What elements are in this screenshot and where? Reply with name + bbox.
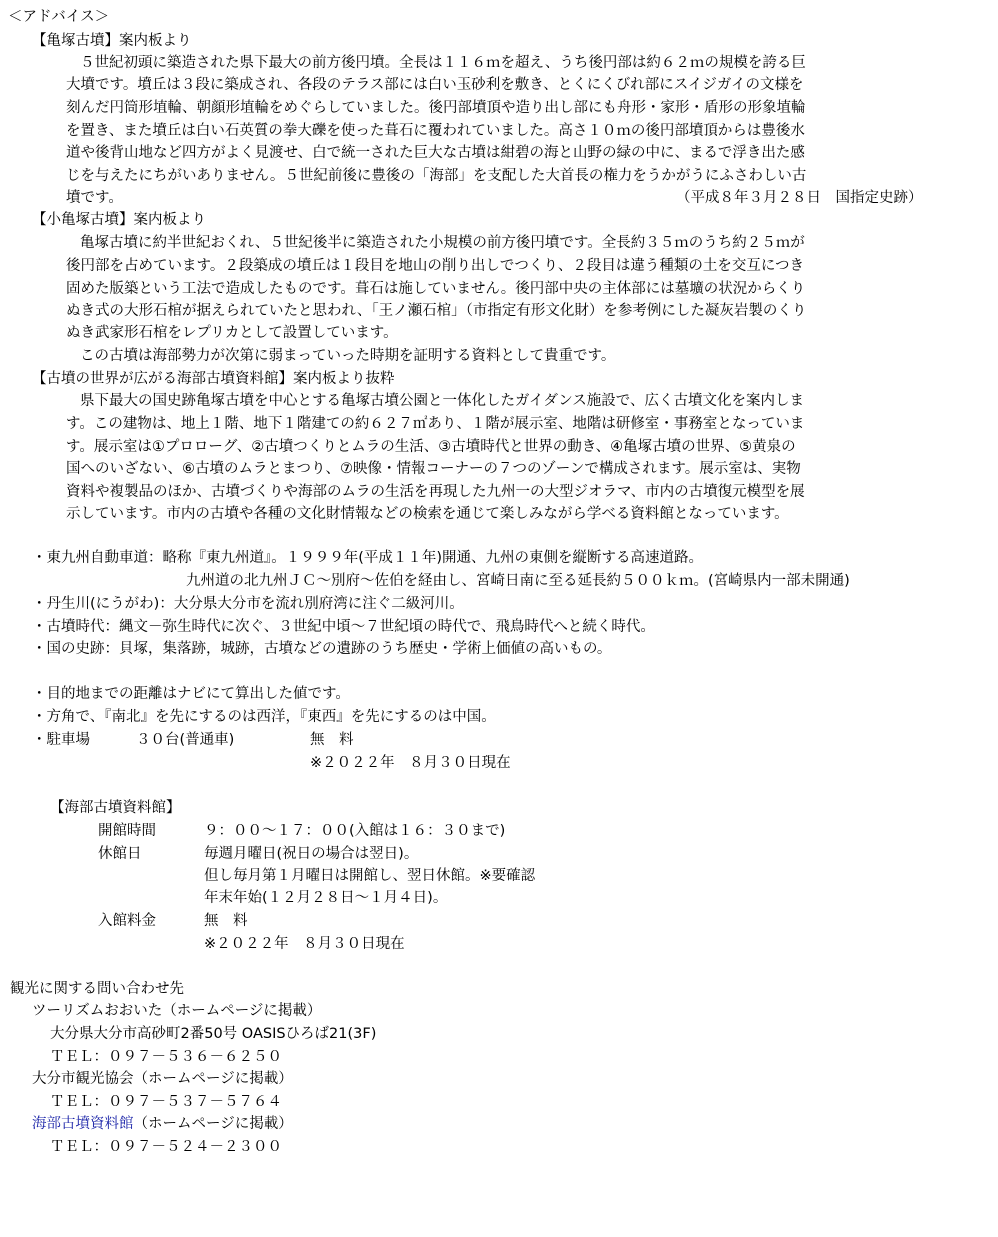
oita-kanko-name: 大分市観光協会（ホームページに掲載） [32, 1071, 293, 1087]
museum-tel: ＴＥＬ：０９７－５２４－２３００ [50, 1139, 282, 1155]
closed-label: 休館日 [98, 846, 142, 862]
kamezuka-line: 大墳です。墳丘は３段に築成され、各段のテラス部には白い玉砂利を敷き、とくにくびれ部にスイジガイの文様を [66, 77, 804, 93]
fee-value: 無 料 [204, 913, 248, 929]
parking-count: ３０台(普通車) [136, 732, 235, 748]
note-distance: ・目的地までの距離はナビにて算出した値です。 [32, 686, 350, 702]
kokamezuka-line: 亀塚古墳に約半世紀おくれ、５世紀後半に築造された小規模の前方後円墳です。全長約３５ｍのうち約２５ｍが [80, 235, 805, 251]
parking-date-note: ※２０２２年 ８月３０日現在 [310, 755, 511, 771]
oita-kanko-tel: ＴＥＬ：０９７－５３７－５７６４ [50, 1094, 282, 1110]
museum-date-note: ※２０２２年 ８月３０日現在 [204, 936, 405, 952]
kamezuka-line: じを与えたにちがいありません。５世紀前後に豊後の「海部」を支配した大首長の権力をうかがうにふさわしい古 [66, 168, 807, 184]
museum-board-title: 【古墳の世界が広がる海部古墳資料館】案内板より抜粋 [32, 371, 395, 387]
kamezuka-line: を置き、また墳丘は白い石英質の拳大礫を使った葺石に覆われていました。高さ１０ｍの後円部墳頂からは豊後水 [66, 123, 805, 139]
museum-link[interactable]: 海部古墳資料館 [32, 1116, 134, 1132]
kokamezuka-line: 後円部を占めています。２段築成の墳丘は１段目を地山の削り出しでつくり、２段目は違う種類の土を交互につき [66, 258, 805, 274]
museum-board-line: 示しています。市内の古墳や各種の文化財情報などの検索を通じて楽しみながら学べる資料館となっています。 [66, 506, 789, 522]
parking-label: ・駐車場 [32, 732, 90, 748]
kamezuka-line: 刻んだ円筒形埴輪、朝顔形埴輪をめぐらしていました。後円部墳頂や造り出し部にも舟形・家形・盾形の形象埴輪 [66, 100, 806, 116]
kamezuka-line: 道や後背山地など四方がよく見渡せ、白で統一された巨大な古墳は紺碧の海と山野の緑の中に、まるで浮き出た感 [66, 145, 805, 161]
kamezuka-line: ５世紀初頭に築造された県下最大の前方後円墳。全長は１１６ｍを超え、うち後円部は約６２ｍの規模を誇る巨 [80, 55, 806, 71]
hours-label: 開館時間 [98, 823, 156, 839]
tourism-oita-address: 大分県大分市高砂町2番50号 OASISひろば21(3F) [50, 1026, 377, 1042]
kokamezuka-line: ぬき式の大形石棺が据えられていたと思われ、「王ノ瀬石棺」（市指定有形文化財）を参考例にした凝灰岩製のくり [66, 303, 807, 319]
museum-contact [32, 1113, 293, 1135]
closed-line: 但し毎月第１月曜日は開館し、翌日休館。※要確認 [204, 868, 536, 884]
kokamezuka-line: この古墳は海部勢力が次第に弱まっていった時期を証明する資料として貴重です。 [80, 348, 616, 364]
museum-board-line: 資料や複製品のほか、古墳づくりや海部のムラの生活を再現した九州一の大型ジオラマ、市内の古墳復元模型を展 [66, 484, 805, 500]
closed-line: 毎週月曜日(祝日の場合は翌日)。 [204, 846, 419, 862]
museum-board-line: す。展示室は①プロローグ、②古墳つくりとムラの生活、③古墳時代と世界の動き、④亀塚古墳の世界、⑤黄泉の [66, 439, 796, 455]
fee-label: 入館料金 [98, 913, 156, 929]
tourism-oita-tel: ＴＥＬ：０９７－５３６－６２５０ [50, 1049, 282, 1065]
hours-value: ９：００～１７：００(入館は１６：３０まで) [204, 823, 506, 839]
tourism-oita-name: ツーリズムおおいた（ホームページに掲載） [32, 1003, 322, 1019]
museum-info-title: 【海部古墳資料館】 [50, 800, 181, 816]
kamezuka-line: 墳です。 [66, 190, 123, 206]
advice-heading: ＜アドバイス＞ [8, 9, 110, 25]
glossary-item: ・東九州自動車道：略称『東九州道』。１９９９年(平成１１年)開通、九州の東側を縦断する高速道路。 [32, 550, 704, 566]
note-direction: ・方角で、『南北』を先にするのは西洋，『東西』を先にするのは中国。 [32, 709, 496, 725]
glossary-item: ・丹生川(にうがわ)：大分県大分市を流れ別府湾に注ぐ二級河川。 [32, 596, 464, 612]
museum-board-line: 国へのいざない、⑥古墳のムラとまつり、⑦映像・情報コーナーの７つのゾーンで構成されます。展示室は、実物 [66, 461, 801, 477]
closed-line: 年末年始(１２月２８日～１月４日)。 [204, 890, 448, 906]
kamezuka-title: 【亀塚古墳】案内板より [32, 33, 192, 49]
glossary-item: 九州道の北九州ＪＣ～別府～佐伯を経由し、宮崎日南に至る延長約５００ｋｍ。(宮崎県内一部未開通) [186, 573, 850, 589]
museum-link-suffix: （ホームページに掲載） [133, 1116, 293, 1132]
kokamezuka-title: 【小亀塚古墳】案内板より [32, 212, 206, 228]
kokamezuka-line: 固めた版築という工法で造成したものです。葺石は施していません。後円部中央の主体部には墓壙の状況からくり [66, 281, 806, 297]
museum-board-line: す。この建物は、地上１階、地下１階建ての約６２７㎡あり、１階が展示室、地階は研修室・事務室となっていま [66, 416, 805, 432]
glossary-item: ・国の史跡：貝塚，集落跡，城跡，古墳などの遺跡のうち歴史・学術上価値の高いもの。 [32, 641, 612, 657]
parking-fee: 無 料 [310, 732, 354, 748]
kamezuka-date-note: （平成８年３月２８日 国指定史跡） [676, 190, 923, 206]
contacts-heading: 観光に関する問い合わせ先 [10, 981, 184, 997]
kokamezuka-line: ぬき武家形石棺をレプリカとして設置しています。 [66, 325, 398, 341]
museum-board-line: 県下最大の国史跡亀塚古墳を中心とする亀塚古墳公園と一体化したガイダンス施設で、広く古墳文化を案内しま [80, 393, 804, 409]
glossary-item: ・古墳時代：縄文－弥生時代に次ぐ、３世紀中頃～７世紀頃の時代で、飛鳥時代へと続く時代。 [32, 619, 655, 635]
